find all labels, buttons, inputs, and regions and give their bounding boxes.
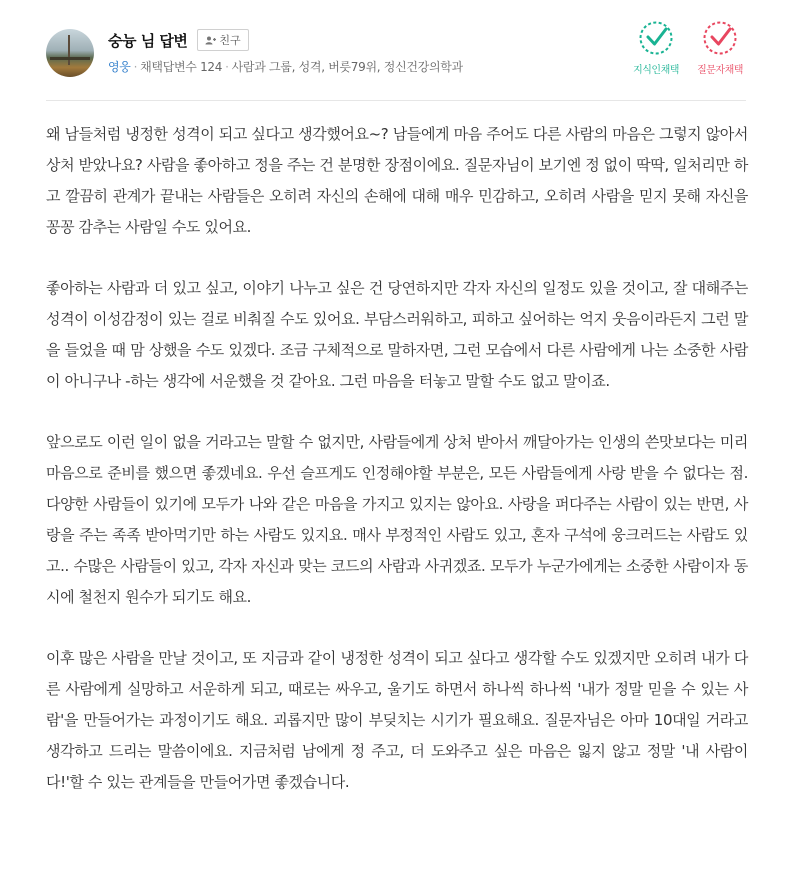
author-meta — [108, 58, 463, 75]
author-grade[interactable]: 영웅 — [108, 60, 131, 74]
check-circle-icon — [638, 20, 674, 56]
add-friend-button[interactable] — [197, 29, 248, 51]
answer-body — [46, 119, 748, 828]
questioner-adopted-badge — [690, 20, 750, 76]
separator-dot: · — [225, 60, 229, 74]
answer-paragraph: 앞으로도 이런 일이 없을 거라고는 말할 수 없지만, 사람들에게 상처 받아서 깨달아가는 인생의 쓴맛보다는 미리 마음으로 준비를 했으면 좋겠네요. 우선 슬프게도 인정해야할 부분은, 모든 사람들에게 사랑 받을 수 없다는 점. 다양한 사람들이 있기에 모두가 나와 같은 마음을 가지고 있지는 않아요. 사랑을 퍼다주는 사람이 있는 반면, 사랑을 주는 족족 받아먹기만 하는 사람도 있지요. 매사 부정적인 사람도 있고, 혼자 구석에 웅크러드는 사람도 있고.. 수많은 사람들이 있고, 각자 자신과 맞는 코드의 사람과 사귀겠죠. 모두가 누군가에게는 소중한 사람이자 동시에 철천지 원수가 되기도 해요. — [46, 433, 748, 606]
adopted-count: 채택답변수 124 — [140, 60, 223, 74]
kin-adopted-label: 지식인채택 — [633, 65, 679, 76]
avatar[interactable] — [46, 29, 94, 77]
add-friend-icon — [205, 36, 216, 45]
author-fields: 사람과 그룹, 성격, 버릇79위, 정신건강의학과 — [231, 60, 463, 74]
add-friend-label: 친구 — [219, 34, 241, 47]
author-name[interactable]: 숭늉 님 답변 — [108, 31, 188, 50]
header-divider — [46, 100, 746, 101]
questioner-adopted-label: 질문자채택 — [697, 65, 743, 76]
answer-paragraph: 왜 남들처럼 냉정한 성격이 되고 싶다고 생각했어요~? 남들에게 마음 주어도 다른 사람의 마음은 그렇지 않아서 상처 받았나요? 사람을 좋아하고 정을 주는 건 분명한 장점이에요. 질문자님이 보기엔 정 없이 딱딱, 일처리만 하고 깔끔히 관계가 끝내는 사람들은 오히려 자신의 손해에 대해 매우 민감하고, 오히려 사람을 믿지 못해 자신을 꽁꽁 감추는 사람일 수도 있어요. — [46, 125, 748, 236]
author-title-row — [108, 29, 249, 51]
check-circle-icon — [702, 20, 738, 56]
separator-dot: · — [133, 60, 138, 74]
answer-paragraph: 이후 많은 사람을 만날 것이고, 또 지금과 같이 냉정한 성격이 되고 싶다고 생각할 수도 있겠지만 오히려 내가 다른 사람에게 실망하고 서운하게 되고, 때로는 싸우고, 울기도 하면서 하나씩 하나씩 '내가 정말 믿을 수 있는 사람'을 만들어가는 과정이기도 해요. 괴롭지만 많이 부딪치는 시기가 필요해요. 질문자님은 아마 10대일 거라고 생각하고 드리는 말씀이에요. 지금처럼 남에게 정 주고, 더 도와주고 싶은 마음은 잃지 않고 정말 '내 사람이다!'할 수 있는 관계들을 만들어가면 좋겠습니다. — [46, 649, 748, 791]
kin-adopted-badge — [626, 20, 686, 76]
answer-paragraph: 좋아하는 사람과 더 있고 싶고, 이야기 나누고 싶은 건 당연하지만 각자 자신의 일정도 있을 것이고, 잘 대해주는 성격이 이성감정이 있는 걸로 비춰질 수도 있어요. 부담스러워하고, 피하고 싶어하는 억지 웃음이라든지 그런 말을 들었을 때 맘 상했을 수도 있겠다. 조금 구체적으로 말하자면, 그런 모습에서 다른 사람에게 나는 소중한 사람이 아니구나 -하는 생각에 서운했을 것 같아요. 그런 마음을 터놓고 말할 수도 없고 말이죠. — [46, 279, 748, 390]
answer-header — [0, 0, 804, 100]
